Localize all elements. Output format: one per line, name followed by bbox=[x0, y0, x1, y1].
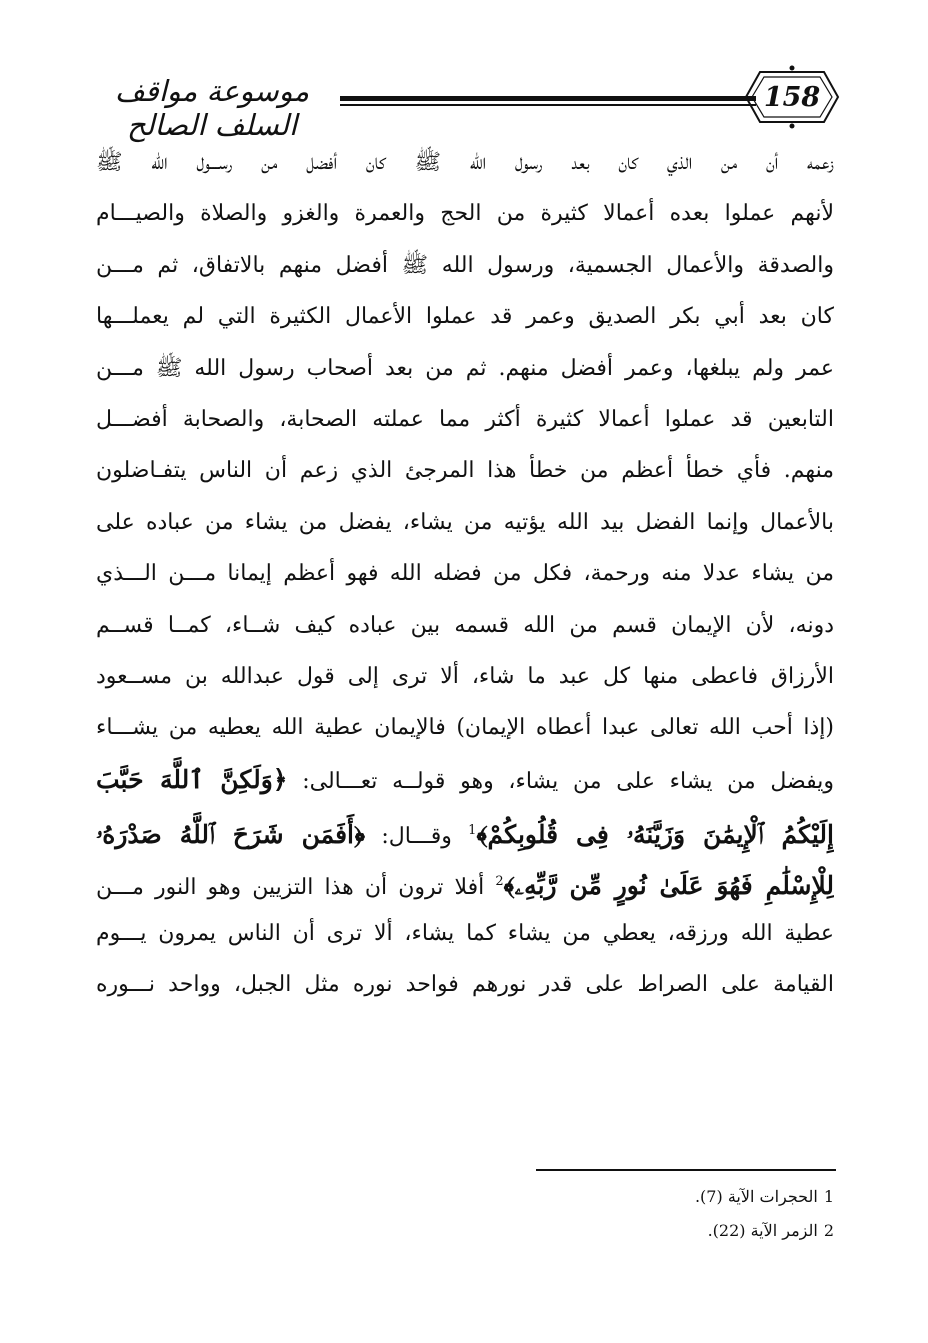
text-line-with-quran bbox=[96, 856, 834, 907]
text-line: والصدقة والأعمال الجسمية، ورسول الله ﷺ أفضل منهم بالاتفاق، ثم مـــن bbox=[96, 252, 834, 278]
text-line: منهم. فأي خطأ أعظم من خطأ هذا المرجئ الذي زعم أن الناس يتفـاضلون bbox=[96, 458, 834, 484]
book-title: موسوعة مواقف السلف الصالح bbox=[114, 74, 310, 142]
footnote-number: 2 bbox=[823, 1221, 834, 1240]
footnote-ref[interactable]: 2 bbox=[495, 874, 504, 890]
line-text: وقـــال: bbox=[381, 824, 452, 850]
text-line: من يشاء عدلا منه ورحمة، فكل من فضله الله فهو أعظم إيمانا مـــن الـــذي bbox=[96, 561, 834, 587]
header-rule-thin bbox=[340, 104, 756, 106]
footnote-separator bbox=[536, 1169, 836, 1171]
footnote-text: الزمر الآية (22). bbox=[707, 1221, 818, 1240]
text-line: الأرزاق فاعطى منها كل عبد ما شاء، ألا ترى إلى قول عبدالله بن مســعود bbox=[96, 663, 834, 689]
body-text bbox=[96, 137, 834, 1011]
quran-verse: إِلَيْكُمُ ٱلْإِيمَٰنَ وَزَيَّنَهُۥ فِى قُلُوبِكُمْ﴾ bbox=[476, 820, 834, 850]
header-rule-thick bbox=[340, 96, 756, 101]
quran-verse: ﴿أَفَمَن شَرَحَ ٱللَّهُ صَدْرَهُۥ bbox=[96, 820, 366, 850]
footnote-number: 1 bbox=[823, 1187, 834, 1206]
text-line: كان بعد أبي بكر الصديق وعمر قد عملوا الأعمال الكثيرة التي لم يعملـــها bbox=[96, 304, 834, 330]
text-line-with-quran bbox=[96, 754, 834, 805]
text-line: عطية الله ورزقه، يعطي من يشاء كما يشاء، ألا ترى أن الناس يمرون يـــوم bbox=[96, 920, 834, 946]
footnote-text: الحجرات الآية (7). bbox=[694, 1187, 818, 1206]
page-number-badge bbox=[740, 62, 844, 132]
footnote-ref[interactable]: 1 bbox=[468, 823, 477, 839]
text-line: عمر ولم يبلغها، وعمر أفضل منهم. ثم من بعد أصحاب رسول الله ﷺ مـــن bbox=[96, 355, 834, 381]
footnote-item bbox=[500, 1180, 834, 1214]
footnote-item bbox=[500, 1214, 834, 1248]
text-line: التابعين قد عملوا أعمالا كثيرة أكثر مما عملته الصحابة، والصحابة أفضـــل bbox=[96, 406, 834, 432]
quran-verse: ﴿وَلَكِنَّ ٱللَّهَ حَبَّبَ bbox=[96, 764, 288, 794]
quran-verse: لِلْإِسْلَٰمِ فَهُوَ عَلَىٰ نُورٍ مِّن رَّبِّهِۦ﴾ bbox=[503, 871, 834, 901]
line-text: أفلا ترون أن هذا التزيين وهو النور مـــن bbox=[96, 875, 485, 901]
footnotes bbox=[500, 1180, 834, 1248]
page-number: 158 bbox=[763, 82, 821, 113]
text-line: بالأعمال وإنما الفضل بيد الله يؤتيه من يشاء، يفضل من يشاء من عباده على bbox=[96, 509, 834, 535]
text-line: لأنهم عملوا بعده أعمالا كثيرة من الحج والعمرة والغزو والصلاة والصيـــام bbox=[96, 201, 834, 227]
text-line: (إذا أحب الله تعالى عبدا أعطاه الإيمان) فالإيمان عطية الله يعطيه من يشـــاء bbox=[96, 715, 834, 741]
text-line: زعمه أن من الذي كان بعد رسول الله ﷺ كان أفضل من رســـول الله ﷺ bbox=[96, 150, 834, 175]
page-header bbox=[0, 60, 928, 140]
line-text: ويفضل من يشاء على من يشاء، وهو قولــه تعـــالى: bbox=[302, 768, 834, 794]
text-line: دونه، لأن الإيمان قسم من الله قسمه بين عباده كيف شــاء، كمــا قســم bbox=[96, 612, 834, 638]
text-line: القيامة على الصراط على قدر نورهم فواحد نوره مثل الجبل، وواحد نـــوره bbox=[96, 972, 834, 998]
text-line-with-quran bbox=[96, 805, 834, 856]
